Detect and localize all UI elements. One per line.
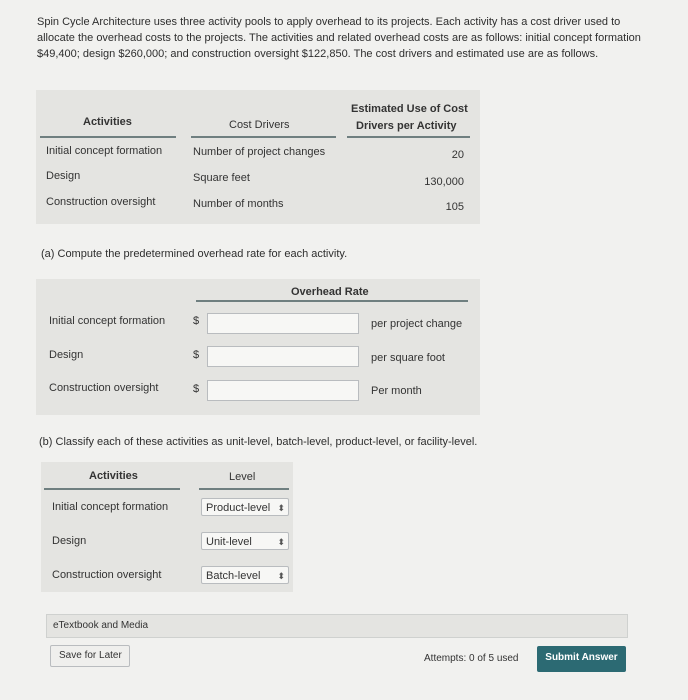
- currency-symbol: $: [193, 315, 200, 327]
- attempts-label: Attempts: 0 of 5 used: [424, 653, 519, 664]
- table-row-driver: Number of project changes: [193, 146, 326, 158]
- currency-symbol: $: [193, 349, 200, 361]
- etextbook-bar[interactable]: [46, 614, 628, 638]
- rate-row-activity: Initial concept formation: [49, 315, 166, 327]
- overhead-rate-table: [36, 279, 480, 415]
- save-for-later-button[interactable]: Save for Later: [50, 645, 130, 667]
- rate-unit-label: per project change: [371, 318, 463, 330]
- header-estimated-use-2: Drivers per Activity: [356, 120, 457, 132]
- rate-row-activity: Design: [49, 349, 84, 361]
- header-rule-overhead-rate: [196, 300, 468, 302]
- level-row-activity: Design: [52, 535, 87, 547]
- rate-row-activity: Construction oversight: [49, 382, 159, 394]
- level-row-activity: Construction oversight: [52, 569, 162, 581]
- select-arrows-icon: ⬍: [277, 503, 285, 513]
- level-select-value: Batch-level: [206, 570, 261, 582]
- level-select-value: Product-level: [206, 502, 271, 514]
- table-row-value: 130,000: [424, 176, 464, 188]
- header-rule-level: [199, 488, 289, 490]
- select-arrows-icon: ⬍: [277, 571, 285, 581]
- header-level: Level: [229, 471, 256, 483]
- activity-level-table: [41, 462, 293, 592]
- problem-intro: Spin Cycle Architecture uses three activity pools to apply overhead to its projects. Each activity has a cost driver used to allocate the overhead costs to the projects. The activities and related overhead costs are as follows: initial concept formation $49,400; design $260,000; and construction oversight $122,850. The cost drivers and estimated use are as follows.: [37, 16, 641, 60]
- table-row-value: 105: [445, 201, 464, 213]
- header-estimated-use-1: Estimated Use of Cost: [351, 103, 468, 115]
- level-row-activity: Initial concept formation: [52, 501, 169, 513]
- cost-driver-table: [36, 90, 480, 224]
- overhead-rate-input-initial-concept[interactable]: [207, 313, 359, 334]
- etextbook-label: eTextbook and Media: [53, 620, 149, 631]
- header-cost-drivers: Cost Drivers: [229, 119, 290, 131]
- level-select-value: Unit-level: [206, 536, 252, 548]
- level-select-construction[interactable]: [201, 566, 289, 584]
- part-b-question: (b) Classify each of these activities as unit-level, batch-level, product-level, or facility-level.: [39, 436, 478, 448]
- part-a-question: (a) Compute the predetermined overhead rate for each activity.: [41, 248, 348, 260]
- select-arrows-icon: ⬍: [277, 537, 285, 547]
- header-overhead-rate: Overhead Rate: [291, 286, 369, 298]
- header-rule-estimated: [347, 136, 470, 138]
- table-row-value: 20: [451, 149, 464, 161]
- currency-symbol: $: [193, 383, 200, 395]
- table-row-activity: Design: [46, 170, 81, 182]
- level-select-initial-concept[interactable]: [201, 498, 289, 516]
- header-activities: Activities: [83, 116, 132, 128]
- table-row-activity: Initial concept formation: [46, 145, 163, 157]
- header-activities: Activities: [89, 470, 138, 482]
- rate-unit-label: per square foot: [371, 352, 445, 364]
- submit-answer-button[interactable]: Submit Answer: [537, 646, 626, 672]
- overhead-rate-input-design[interactable]: [207, 346, 359, 367]
- level-select-design[interactable]: [201, 532, 289, 550]
- overhead-rate-input-construction[interactable]: [207, 380, 359, 401]
- header-rule-drivers: [191, 136, 336, 138]
- table-row-activity: Construction oversight: [46, 196, 156, 208]
- table-row-driver: Square feet: [193, 172, 250, 184]
- table-row-driver: Number of months: [193, 198, 284, 210]
- rate-unit-label: Per month: [371, 385, 422, 397]
- header-rule-activities: [44, 488, 180, 490]
- header-rule-activities: [40, 136, 176, 138]
